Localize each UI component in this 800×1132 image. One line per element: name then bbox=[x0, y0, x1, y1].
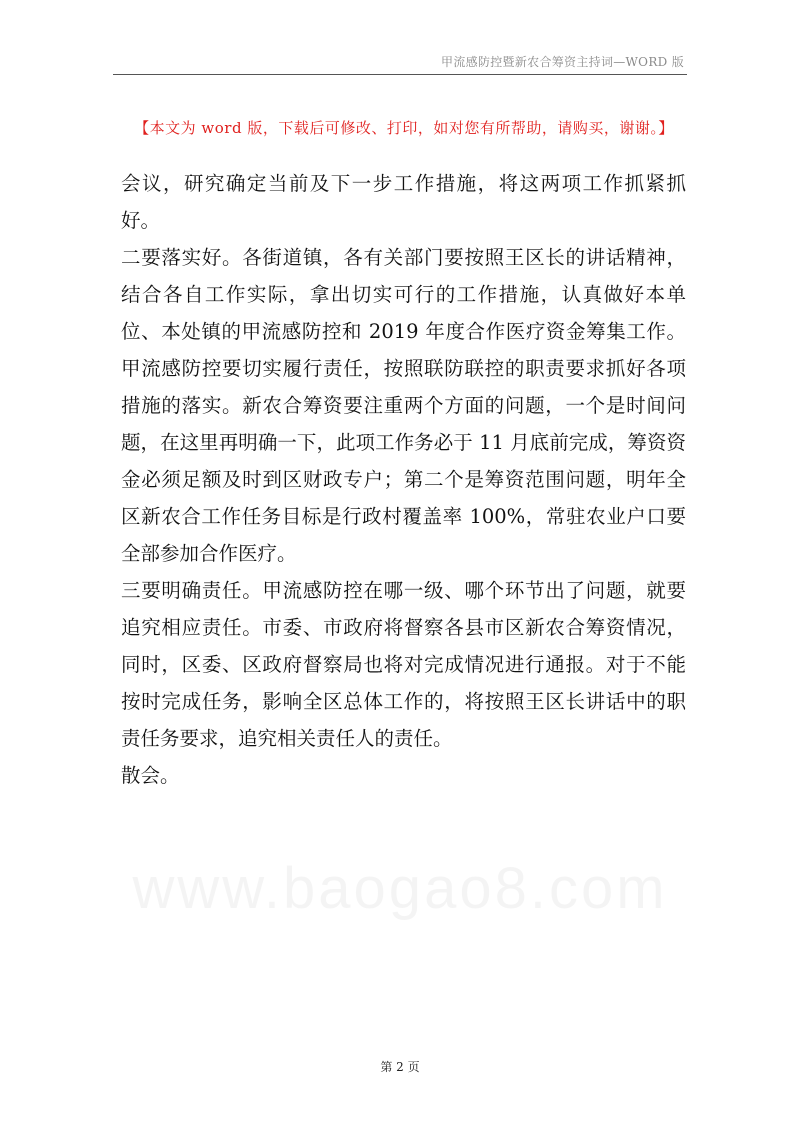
watermark bbox=[0, 855, 800, 922]
document-header-title: 甲流感防控暨新农合筹资主持词—WORD 版 bbox=[441, 55, 684, 69]
document-body bbox=[121, 165, 686, 794]
header-divider bbox=[113, 74, 687, 75]
paragraph-1: 会议，研究确定当前及下一步工作措施，将这两项工作抓紧抓好。 bbox=[121, 172, 686, 232]
paragraph-2: 二要落实好。各街道镇，各有关部门要按照王区长的讲话精神，结合各自工作实际，拿出切实可行的工作措施，认真做好本单位、本处镇的甲流感防控和 2019 年度合作医疗资金筹集工作。甲流感防控要切实履行责任，按照联防联控的职责要求抓好各项措施的落实。新农合筹资要注重两个方面的问题，一个是时间问题，在这里再明确一下，此项工作务必于 11 月底前完成，筹资资金必须足额及时到区财政专户；第二个是筹资范围问题，明年全区新农合工作任务目标是行政村覆盖率 100%，常驻农业户口要全部参加合作医疗。 bbox=[121, 246, 686, 565]
purchase-notice: 【本文为 word 版，下载后可修改、打印，如对您有所帮助，请购买，谢谢。】 bbox=[134, 119, 674, 137]
paragraph-3: 三要明确责任。甲流感防控在哪一级、哪个环节出了问题，就要追究相应责任。市委、市政府将督察各县市区新农合筹资情况，同时，区委、区政府督察局也将对完成情况进行通报。对于不能按时完成任务，影响全区总体工作的，将按照王区长讲话中的职责任务要求，追究相关责任人的责任。 bbox=[121, 579, 686, 750]
page-number: 第 2 页 bbox=[380, 1060, 420, 1074]
paragraph-4: 散会。 bbox=[121, 764, 180, 787]
